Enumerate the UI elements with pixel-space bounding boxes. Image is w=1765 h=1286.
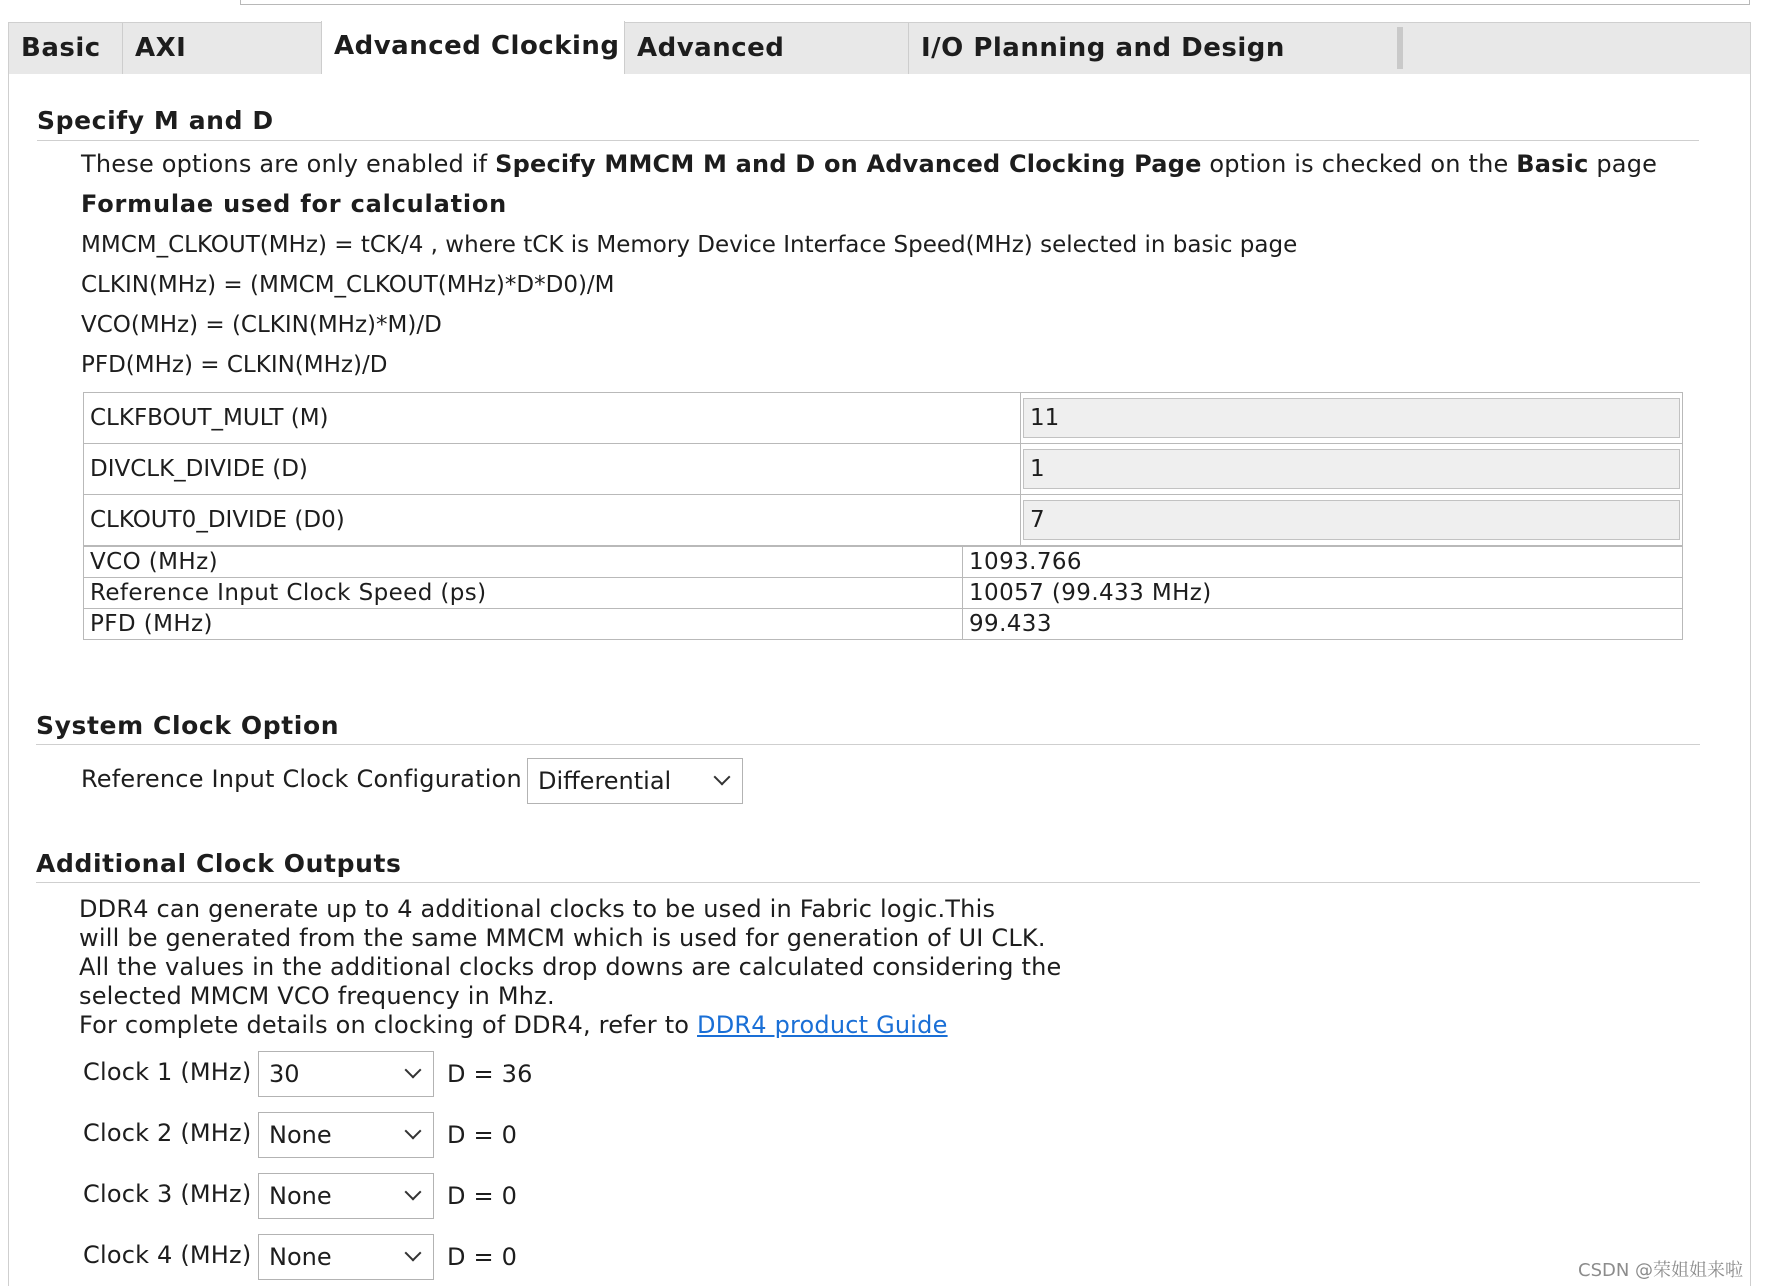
param-cell-d0: [1021, 495, 1683, 546]
clock-4-divide: D = 0: [447, 1243, 518, 1271]
clock-4-select[interactable]: [258, 1234, 434, 1280]
result-value-pfd: 99.433: [963, 609, 1683, 640]
clock-1-divide: D = 36: [447, 1060, 533, 1088]
tab-basic[interactable]: Basic: [9, 23, 123, 75]
chevron-down-icon: [714, 769, 731, 786]
clkfbout-mult-field[interactable]: 11: [1023, 398, 1680, 438]
table-row: [84, 578, 1683, 609]
section-title-specify-md: Specify M and D: [37, 106, 274, 135]
table-row: [84, 444, 1683, 495]
clock-4-value: None: [269, 1243, 332, 1271]
result-label-pfd: PFD (MHz): [84, 609, 963, 640]
result-label-ref-clock: Reference Input Clock Speed (ps): [84, 578, 963, 609]
table-row: [84, 393, 1683, 444]
chevron-down-icon: [405, 1123, 422, 1140]
formula-vco: VCO(MHz) = (CLKIN(MHz)*M)/D: [81, 312, 442, 338]
section-divider: [36, 882, 1700, 883]
tab-io-planning[interactable]: I/O Planning and Design: [921, 33, 1285, 63]
table-row: [84, 547, 1683, 578]
clkout0-divide-field[interactable]: 7: [1023, 500, 1680, 540]
section-title-system-clock: System Clock Option: [36, 711, 340, 740]
additional-clocks-desc-line: selected MMCM VCO frequency in Mhz.: [79, 982, 555, 1010]
additional-clocks-desc-line: All the values in the additional clocks drop downs are calculated considering the: [79, 953, 1062, 981]
formulae-heading: Formulae used for calculation: [81, 190, 508, 218]
clock-2-divide: D = 0: [447, 1121, 518, 1149]
formula-clkin: CLKIN(MHz) = (MMCM_CLKOUT(MHz)*D*D0)/M: [81, 272, 615, 298]
clock-1-label: Clock 1 (MHz): [83, 1058, 252, 1086]
result-value-ref-clock: 10057 (99.433 MHz): [963, 578, 1683, 609]
tab-bar-end: [1397, 27, 1403, 69]
ref-clock-config-label: Reference Input Clock Configuration: [81, 765, 522, 793]
tab-axi-options[interactable]: AXI: [135, 33, 187, 63]
divclk-divide-field[interactable]: 1: [1023, 449, 1680, 489]
tab-advanced-options[interactable]: Advanced: [625, 23, 909, 75]
clock-1-value: 30: [269, 1060, 300, 1088]
clock-3-divide: D = 0: [447, 1182, 518, 1210]
clock-3-value: None: [269, 1182, 332, 1210]
clock-1-select[interactable]: [258, 1051, 434, 1097]
result-label-vco: VCO (MHz): [84, 547, 963, 578]
section-divider: [37, 140, 1699, 141]
table-row: [84, 495, 1683, 546]
ddr4-product-guide-link[interactable]: DDR4 product Guide: [697, 1011, 948, 1039]
additional-clocks-desc-line: DDR4 can generate up to 4 additional clocks to be used in Fabric logic.This: [79, 895, 996, 923]
clock-3-label: Clock 3 (MHz): [83, 1180, 252, 1208]
additional-clocks-desc-line: will be generated from the same MMCM which is used for generation of UI CLK.: [79, 924, 1046, 952]
md-parameter-table: [83, 392, 1683, 546]
chevron-down-icon: [405, 1184, 422, 1201]
chevron-down-icon: [405, 1245, 422, 1262]
clock-2-value: None: [269, 1121, 332, 1149]
clock-2-label: Clock 2 (MHz): [83, 1119, 252, 1147]
clock-4-label: Clock 4 (MHz): [83, 1241, 252, 1269]
param-cell-d: [1021, 444, 1683, 495]
enable-note: These options are only enabled if Specify MMCM M and D on Advanced Clocking Page option is checked on the Basic page: [81, 150, 1658, 178]
watermark-text: CSDN @荣姐姐来啦: [1578, 1260, 1744, 1281]
formula-mmcm-clkout: MMCM_CLKOUT(MHz) = tCK/4 , where tCK is Memory Device Interface Speed(MHz) selected in basic page: [81, 232, 1298, 258]
param-cell-m: [1021, 393, 1683, 444]
product-guide-note: For complete details on clocking of DDR4, refer to DDR4 product Guide: [79, 1011, 948, 1039]
param-label-d: DIVCLK_DIVIDE (D): [84, 444, 1021, 495]
ref-clock-config-value: Differential: [538, 767, 672, 795]
tab-bar: [8, 22, 1751, 75]
clock-2-select[interactable]: [258, 1112, 434, 1158]
tab-advanced-clocking[interactable]: Advanced Clocking: [321, 21, 625, 77]
clock-3-select[interactable]: [258, 1173, 434, 1219]
top-input-edge: [240, 0, 1750, 5]
section-title-additional-clocks: Additional Clock Outputs: [36, 849, 402, 878]
table-row: [84, 609, 1683, 640]
ref-clock-config-select[interactable]: [527, 758, 743, 804]
chevron-down-icon: [405, 1062, 422, 1079]
result-value-vco: 1093.766: [963, 547, 1683, 578]
section-divider: [36, 744, 1700, 745]
formula-pfd: PFD(MHz) = CLKIN(MHz)/D: [81, 352, 388, 378]
computed-results-table: [83, 546, 1683, 640]
param-label-d0: CLKOUT0_DIVIDE (D0): [84, 495, 1021, 546]
param-label-m: CLKFBOUT_MULT (M): [84, 393, 1021, 444]
